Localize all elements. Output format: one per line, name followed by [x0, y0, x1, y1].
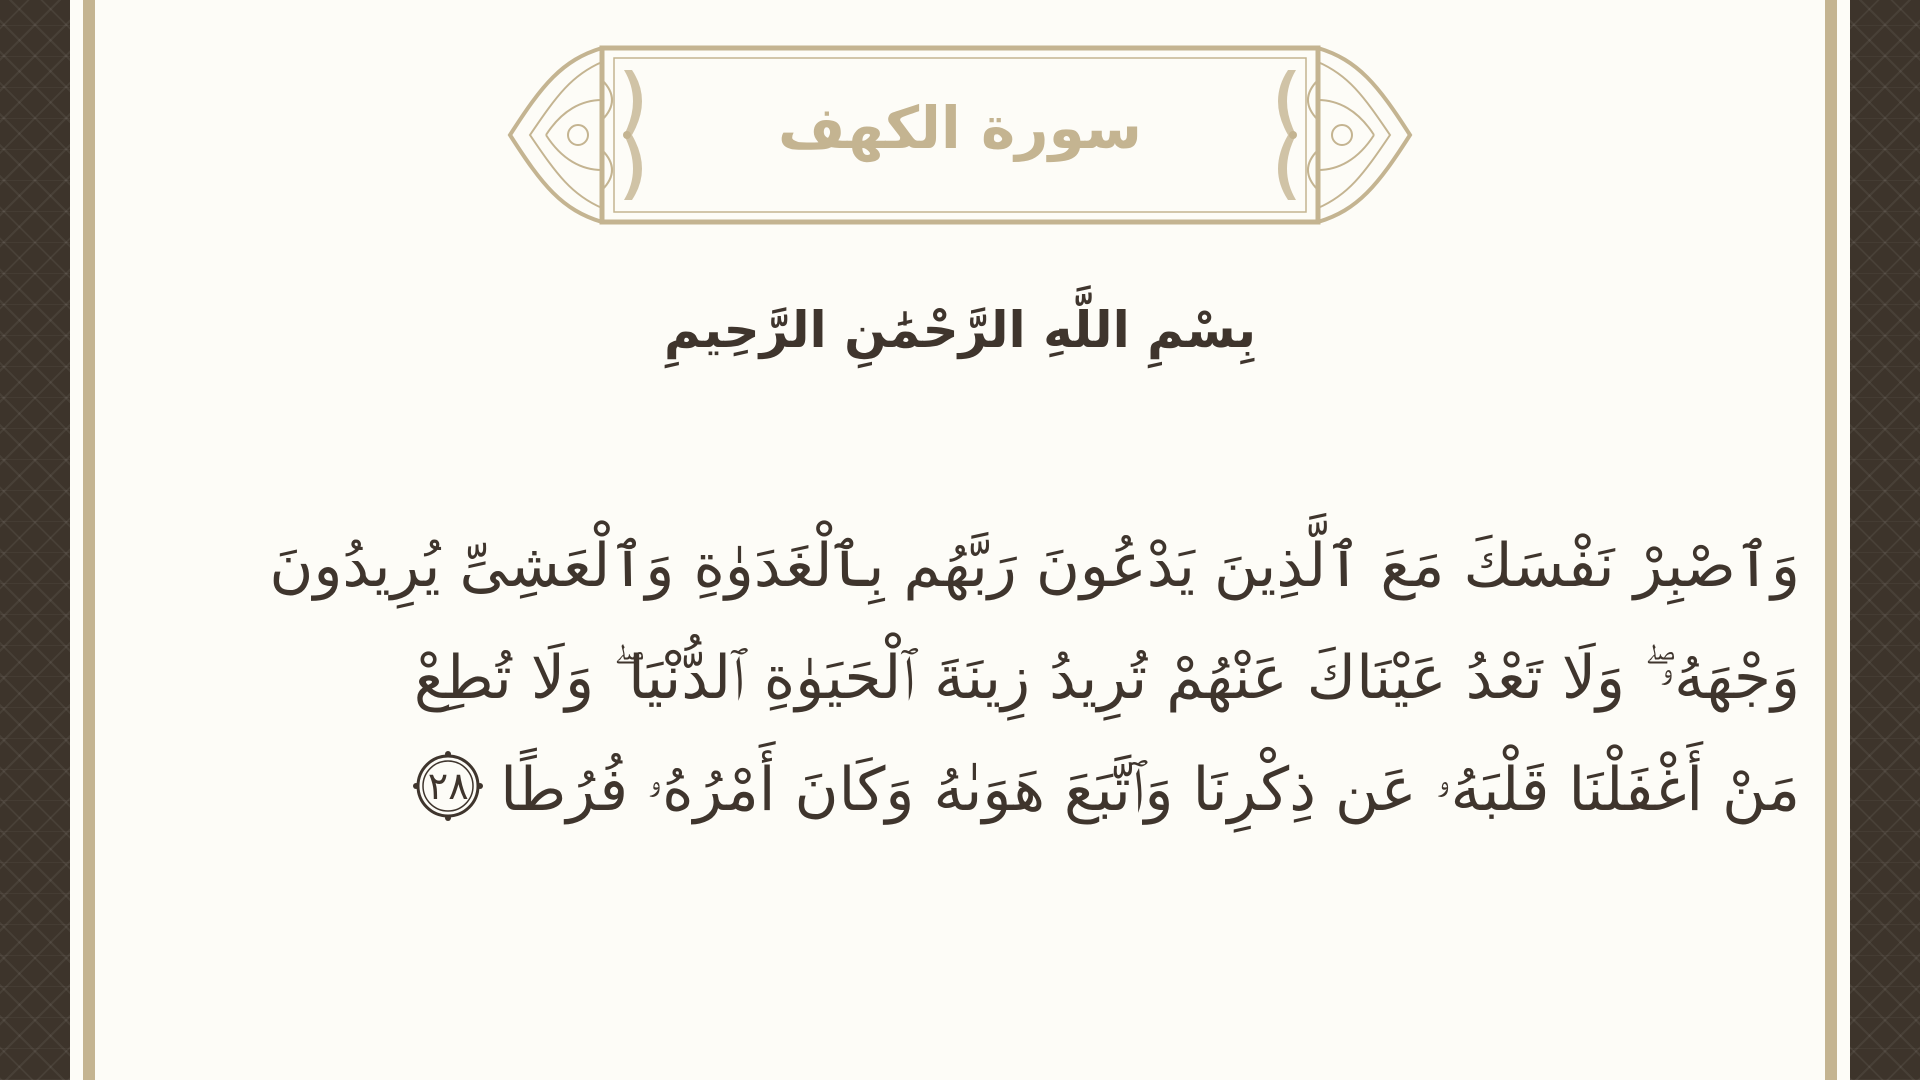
surah-title-frame	[502, 40, 1418, 230]
left-gold-rule	[83, 0, 95, 1080]
surah-title: سورة الكهف	[778, 94, 1142, 162]
ayah-number-marker	[412, 750, 484, 822]
verse-line-text: مَنْ أَغْفَلْنَا قَلْبَهُۥ عَن ذِكْرِنَا وَٱتَّبَعَ هَوَىٰهُ وَكَانَ أَمْرُهُۥ فُرُطًا	[500, 755, 1800, 825]
right-gold-rule	[1825, 0, 1837, 1080]
ayah-number: ٢٨	[427, 764, 469, 808]
right-ornamental-border	[1850, 0, 1920, 1080]
verse-line: وَجْهَهُۥ ۖ وَلَا تَعْدُ عَيْنَاكَ عَنْهُمْ تُرِيدُ زِينَةَ ٱلْحَيَوٰةِ ٱلدُّنْيَا ۖ وَلَا تُطِعْ	[413, 643, 1800, 713]
verse-line: وَٱصْبِرْ نَفْسَكَ مَعَ ٱلَّذِينَ يَدْعُونَ رَبَّهُم بِٱلْغَدَوٰةِ وَٱلْعَشِىِّ يُرِيدُونَ	[269, 531, 1800, 601]
verse-text	[269, 510, 1800, 846]
left-ornamental-border	[0, 0, 70, 1080]
basmala: بِسْمِ اللَّهِ الرَّحْمَٰنِ الرَّحِيمِ	[664, 301, 1256, 359]
verse-line-last	[280, 734, 1800, 846]
